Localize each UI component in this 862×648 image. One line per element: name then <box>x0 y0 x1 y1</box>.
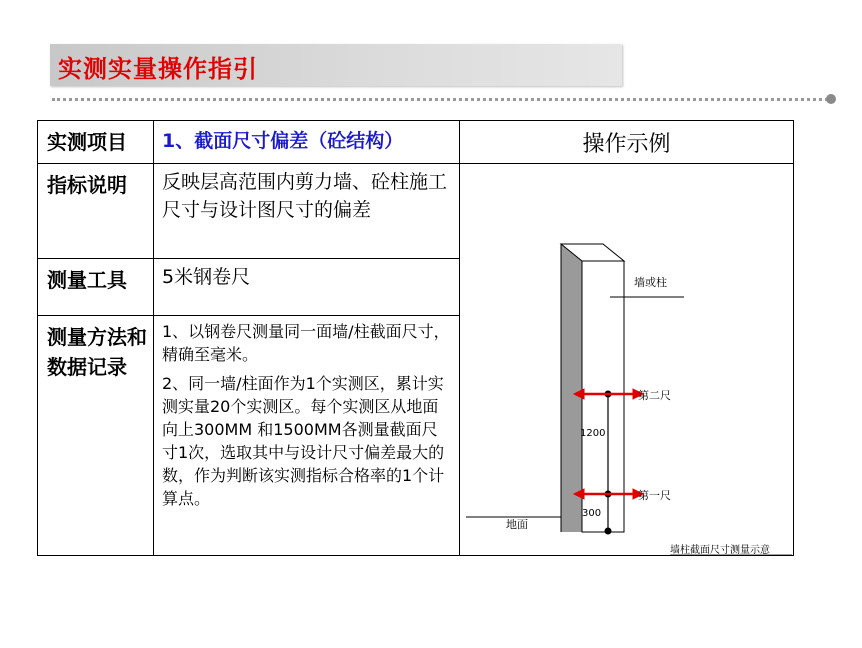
row-label-indicator: 指标说明 <box>38 164 154 259</box>
title-banner <box>50 44 622 86</box>
row-label-tool: 测量工具 <box>38 259 154 316</box>
dim-1200-label: 1200 <box>580 428 606 439</box>
row-value-tool: 5米钢卷尺 <box>154 259 460 316</box>
dotted-divider <box>52 98 828 101</box>
second-ruler-label: 第二尺 <box>638 389 671 402</box>
row-value-indicator: 反映层高范围内剪力墙、砼柱施工尺寸与设计图尺寸的偏差 <box>154 164 460 259</box>
dim-dot-bottom <box>605 528 612 535</box>
method-step-1: 1、以钢卷尺测量同一面墙/柱截面尺寸，精确至毫米。 <box>162 322 450 364</box>
column-side-face <box>561 244 582 532</box>
ground-label: 地面 <box>506 518 528 531</box>
divider-end-dot <box>826 94 836 104</box>
row-label-method: 测量方法和数据记录 <box>38 316 154 556</box>
wall-label: 墙或柱 <box>634 276 667 289</box>
diagram-caption: 墙柱截面尺寸测量示意 <box>670 545 770 556</box>
wall-measure-diagram <box>460 164 794 556</box>
table-row <box>38 164 794 259</box>
diagram-cell <box>460 164 794 556</box>
row-value-item: 1、截面尺寸偏差（砼结构） <box>154 121 460 164</box>
column-front-face <box>582 261 624 532</box>
method-step-2: 2、同一墙/柱面作为1个实测区，累计实测实量20个实测区。每个实测区从地面向上300MM 和1500MM各测量截面尺寸1次，选取其中与设计尺寸偏差最大的数，作为判断该实测指标合格率的1个计算点。 <box>162 374 445 508</box>
row-value-method <box>154 316 460 556</box>
page-title: 实测实量操作指引 <box>58 55 258 83</box>
dim-300-label: 300 <box>582 508 602 519</box>
table-row <box>38 121 794 164</box>
guide-table <box>37 120 794 556</box>
example-header: 操作示例 <box>460 121 794 164</box>
row-label-item: 实测项目 <box>38 121 154 164</box>
first-ruler-label: 第一尺 <box>638 489 671 502</box>
